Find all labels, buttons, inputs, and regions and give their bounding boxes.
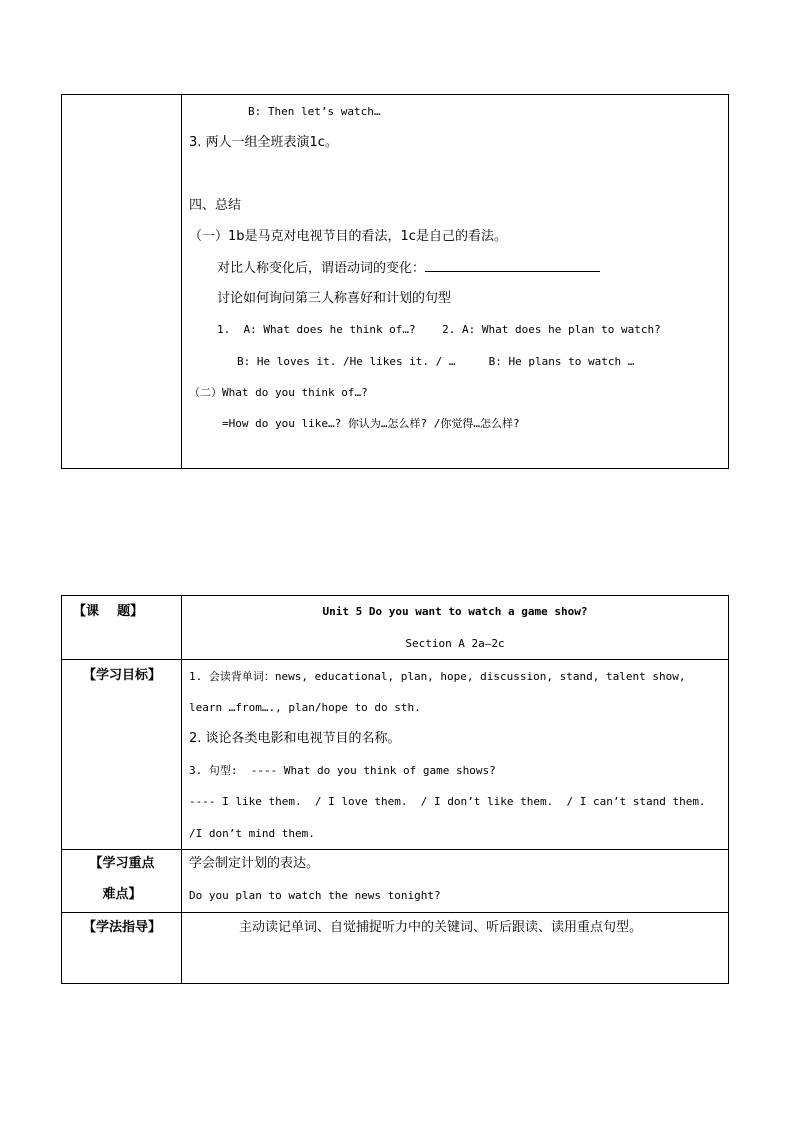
how-do-you-like-line: =How do you like…? 你认为…怎么样? /你觉得…怎么样?: [222, 417, 520, 430]
goal-line: 1. 会读背单词：news, educational, plan, hope, discussion, stand, talent show,: [189, 670, 686, 683]
summary-point-one: （一）1b是马克对电视节目的看法，1c是自己的看法。: [189, 229, 507, 244]
lesson-plan-table: [61, 595, 729, 984]
key-points-row: [62, 849, 728, 912]
summary-heading: 四、总结: [189, 198, 242, 213]
key-points-label-line2: 难点】: [102, 887, 142, 902]
goal-line: 2. 谈论各类电影和电视节目的名称。: [189, 731, 401, 746]
topic-label-cell: [62, 596, 182, 659]
method-text: 主动读记单词、自觉捕捉听力中的关键词、听后跟读、读用重点句型。: [239, 920, 643, 935]
dialog-line: B: Then let’s watch…: [248, 105, 381, 118]
unit-title: Unit 5 Do you want to watch a game show?: [322, 605, 588, 618]
goal-line: learn …from…., plan/hope to do sth.: [189, 701, 421, 714]
method-content-cell: [182, 913, 728, 983]
compare-line: [217, 261, 600, 277]
topic-row: [62, 596, 728, 659]
summary-point-two: （二）What do you think of…?: [189, 386, 368, 399]
notes-row: [62, 95, 728, 468]
goal-line: /I don’t mind them.: [189, 827, 315, 840]
key-points-content-cell: [182, 850, 728, 912]
discuss-line: 讨论如何询问第三人称喜好和计划的句型: [217, 291, 452, 306]
goals-label: 【学习目标】: [82, 668, 161, 683]
step-line: 3. 两人一组全班表演1c。: [189, 135, 338, 150]
notes-content-cell: [182, 95, 728, 468]
answer-blank: [425, 261, 600, 272]
key-point-line: 学会制定计划的表达。: [189, 856, 320, 871]
notes-left-cell: [62, 95, 182, 468]
goal-line: 3. 句型: ---- What do you think of game shows?: [189, 764, 496, 777]
goals-row: [62, 659, 728, 849]
example-questions: 1. A: What does he think of…? 2. A: What does he plan to watch?: [217, 323, 661, 336]
key-point-line: Do you plan to watch the news tonight?: [189, 889, 441, 902]
method-row: [62, 912, 728, 983]
goals-content-cell: [182, 660, 728, 849]
section-title: Section A 2a—2c: [405, 637, 505, 650]
topic-content-cell: [182, 596, 728, 659]
goals-label-cell: [62, 660, 182, 849]
goal-line: ---- I like them. / I love them. / I don’t like them. / I can’t stand them.: [189, 795, 706, 808]
notes-table: [61, 94, 729, 469]
example-answers: B: He loves it. /He likes it. / … B: He plans to watch …: [237, 355, 635, 368]
method-label-cell: [62, 913, 182, 983]
key-points-label-cell: [62, 850, 182, 912]
method-label: 【学法指导】: [82, 920, 161, 935]
compare-text: 对比人称变化后，谓语动词的变化：: [217, 261, 426, 276]
topic-label: 【课 题】: [73, 604, 144, 619]
key-points-label-line1: 【学习重点: [89, 856, 155, 871]
